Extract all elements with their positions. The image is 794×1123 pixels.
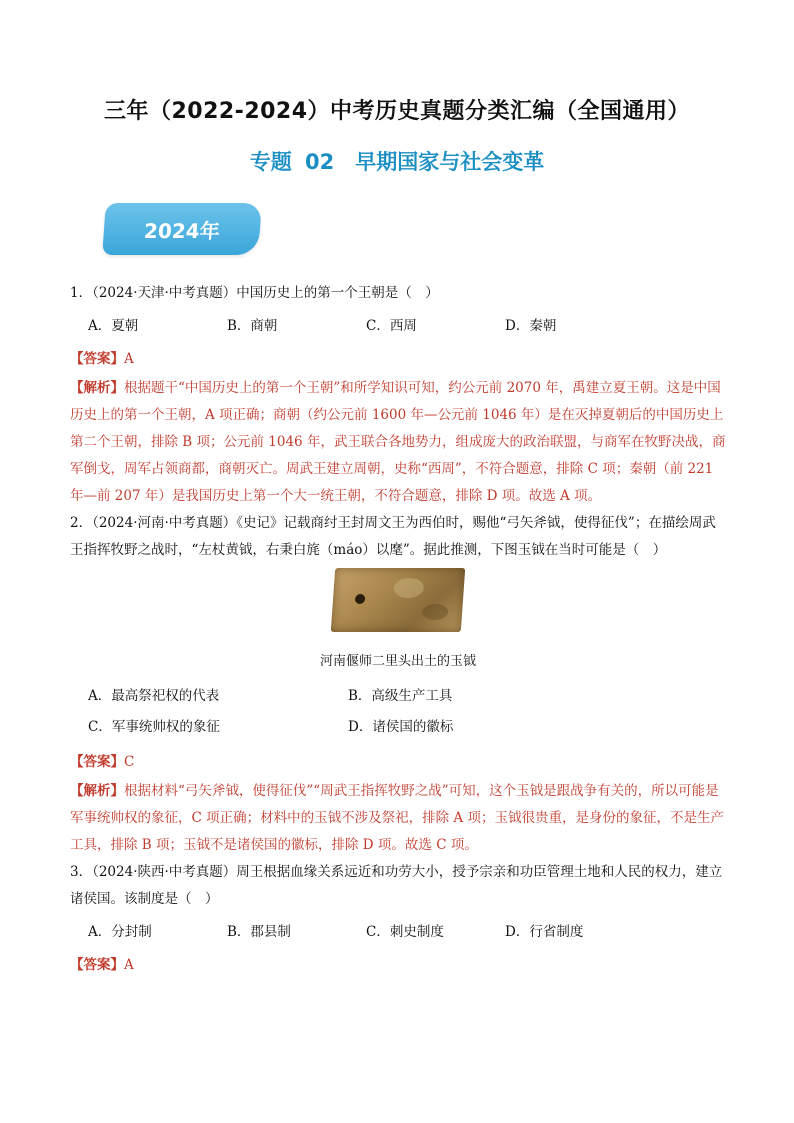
analysis-tag: 【解析】 (70, 783, 124, 799)
answer-tag: 【答案】 (70, 957, 124, 973)
option-a: A．最高祭祀权的代表 (88, 688, 220, 704)
option-a: A．分封制 (88, 924, 152, 940)
figure-caption: 河南偃师二里头出土的玉钺 (319, 654, 476, 669)
question-stem: 1．（2024·天津·中考真题）中国历史上的第一个王朝是（ ） (70, 285, 439, 301)
year-badge: 2024年 (102, 203, 262, 255)
option-d: D．行省制度 (505, 924, 584, 940)
question-stem: 2．（2024·河南·中考真题）《史记》记载商纣王封周文王为西伯时，赐他“弓矢斧钺，使得征伐”；在描绘周武王指挥牧野之战时，“左杖黄钺，右秉白旄（máo）以麾”。据此推测，下图玉钺在当时可能是（ ） (70, 515, 716, 558)
option-d: D．秦朝 (505, 318, 557, 334)
option-c: C．军事统帅权的象征 (88, 719, 220, 735)
question-1 (70, 280, 726, 510)
figure (70, 568, 726, 642)
option-row (70, 919, 726, 946)
answer-value: A (124, 351, 134, 367)
option-row (70, 313, 726, 340)
analysis-tag: 【解析】 (70, 380, 124, 396)
answer-tag: 【答案】 (70, 351, 124, 367)
answer-line (70, 749, 726, 776)
question-3 (70, 859, 726, 979)
analysis (70, 778, 726, 859)
page-title: 三年（2022-2024）中考历史真题分类汇编（全国通用） (103, 99, 691, 124)
option-a: A．夏朝 (88, 318, 139, 334)
option-b: B．商朝 (227, 318, 278, 334)
answer-value: C (124, 754, 135, 770)
question-stem: 3．（2024·陕西·中考真题）周王根据血缘关系远近和功劳大小，授予宗亲和功臣管理土地和人民的权力，建立诸侯国。该制度是（ ） (70, 864, 723, 907)
option-b: B．郡县制 (227, 924, 291, 940)
jade-axe-image (331, 568, 465, 632)
question-2 (70, 510, 726, 859)
option-c: C．刺史制度 (366, 924, 444, 940)
analysis (70, 375, 726, 510)
answer-tag: 【答案】 (70, 754, 124, 770)
question-list (70, 280, 726, 981)
page-subtitle: 专题 02 早期国家与社会变革 (249, 150, 545, 174)
answer-line (70, 952, 726, 979)
analysis-text: 根据材料“弓矢斧钺，使得征伐”“周武王指挥牧野之战”可知，这个玉钺是跟战争有关的，所以可能是军事统帅权的象征，C 项正确；材料中的玉钺不涉及祭祀，排除 A 项；玉钺很贵重，是身份的象征，不是生产工具，排除 B 项；玉钺不是诸侯国的徽标，排除 D 项。故选 C 项。 (70, 783, 724, 853)
analysis-text: 根据题干“中国历史上的第一个王朝”和所学知识可知，约公元前 2070 年，禹建立夏王朝。这是中国历史上的第一个王朝，A 项正确；商朝（约公元前 1600 年—公元前 1046 年）是在灭掉夏朝后的中国历史上第二个王朝，排除 B 项；公元前 1046 年，武王联合各地势力，组成庞大的政治联盟，与商军在牧野决战，商军倒戈，周军占领商都，商朝灭亡。周武王建立周朝，史称“西周”，不符合题意，排除 C 项；秦朝（前 221 年—前 207 年）是我国历史上第一个大一统王朝，不符合题意，排除 D 项。故选 A 项。 (70, 380, 726, 504)
option-grid (70, 681, 726, 743)
answer-line (70, 346, 726, 373)
answer-value: A (124, 957, 134, 973)
option-c: C．西周 (366, 318, 417, 334)
option-b: B．高级生产工具 (348, 688, 453, 704)
option-d: D．诸侯国的徽标 (348, 719, 454, 735)
